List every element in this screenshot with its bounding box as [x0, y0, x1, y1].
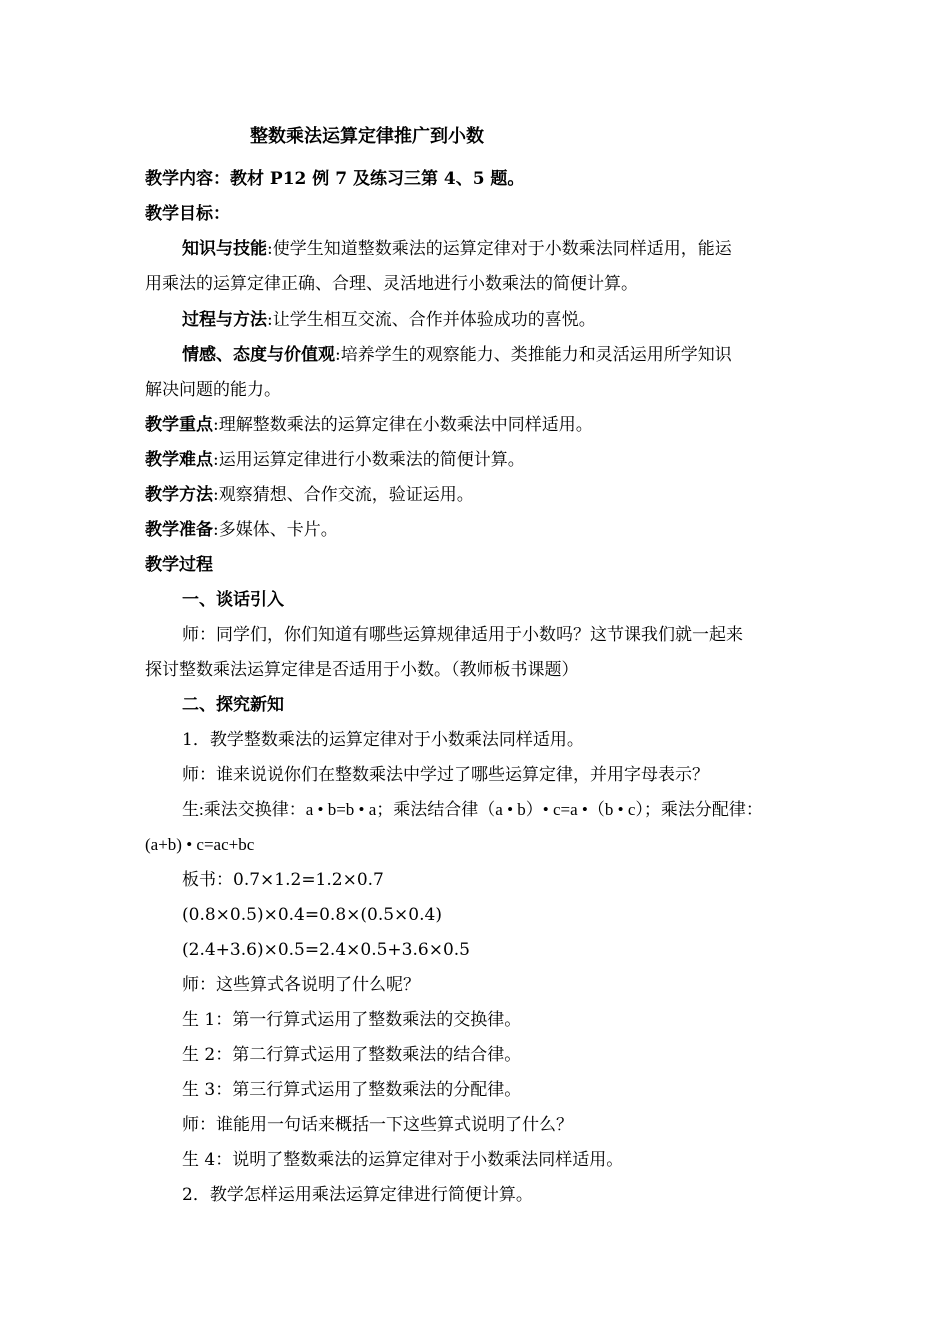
- teaching-objectives-label: 教学目标：: [145, 204, 230, 224]
- teacher-question-3: 师：谁能用一句话来概括一下这些算式说明了什么？: [182, 1115, 573, 1135]
- section-2-item-2: 2．教学怎样运用乘法运算定律进行简便计算。: [182, 1185, 533, 1205]
- section-2-item-1: 1．教学整数乘法的运算定律对于小数乘法同样适用。: [182, 730, 584, 750]
- teaching-key-point: [145, 414, 825, 436]
- process-objective: [182, 309, 862, 331]
- skill-label: 知识与技能: [182, 239, 267, 259]
- skill-text-1: :使学生知道整数乘法的运算定律对于小数乘法同样适用，能运: [267, 239, 732, 259]
- emotion-label: 情感、态度与价值观: [182, 345, 335, 365]
- key-label: 教学重点: [145, 415, 213, 435]
- section-2-heading: 二、探究新知: [182, 695, 284, 715]
- process-text: :让学生相互交流、合作并体验成功的喜悦。: [267, 310, 596, 330]
- skill-objective: [182, 238, 862, 260]
- method-text: :观察猜想、合作交流，验证运用。: [213, 485, 474, 505]
- teaching-difficulty: [145, 449, 825, 471]
- student-answer-1-line-1: 生:乘法交换律：a • b=b • a；乘法结合律（a • b）• c=a •（b • c）；乘法分配律：: [182, 800, 763, 819]
- process-label: 过程与方法: [182, 310, 267, 330]
- board-equation-2: (0.8×0.5)×0.4=0.8×(0.5×0.4): [182, 905, 442, 925]
- method-label: 教学方法: [145, 485, 213, 505]
- prep-label: 教学准备: [145, 520, 213, 540]
- board-equation-1: 板书：0.7×1.2=1.2×0.7: [182, 870, 384, 890]
- section-1-paragraph-1: 师：同学们，你们知道有哪些运算规律适用于小数吗？这节课我们就一起来: [182, 625, 743, 645]
- student-answer-3: 生 2：第二行算式运用了整数乘法的结合律。: [182, 1045, 522, 1065]
- teaching-preparation: [145, 519, 825, 541]
- teacher-question-2: 师：这些算式各说明了什么呢？: [182, 975, 420, 995]
- document-title: 整数乘法运算定律推广到小数: [250, 126, 484, 147]
- student-answer-2: 生 1：第一行算式运用了整数乘法的交换律。: [182, 1010, 522, 1030]
- board-equation-3: (2.4+3.6)×0.5=2.4×0.5+3.6×0.5: [182, 940, 470, 960]
- student-answer-1-line-2: (a+b) • c=ac+bc: [145, 835, 255, 854]
- student-answer-5: 生 4：说明了整数乘法的运算定律对于小数乘法同样适用。: [182, 1150, 624, 1170]
- teaching-content: [145, 168, 825, 190]
- teaching-content-text: 教材 P12 例 7 及练习三第 4、5 题。: [230, 169, 525, 189]
- key-text: :理解整数乘法的运算定律在小数乘法中同样适用。: [213, 415, 593, 435]
- difficulty-label: 教学难点: [145, 450, 213, 470]
- section-1-heading: 一、谈话引入: [182, 590, 284, 610]
- section-1-paragraph-2: 探讨整数乘法运算定律是否适用于小数。（教师板书课题）: [145, 660, 579, 680]
- skill-text-2: 用乘法的运算定律正确、合理、灵活地进行小数乘法的简便计算。: [145, 274, 638, 294]
- teaching-process-heading: 教学过程: [145, 555, 213, 575]
- teacher-question-1: 师：谁来说说你们在整数乘法中学过了哪些运算定律，并用字母表示？: [182, 765, 709, 785]
- difficulty-text: :运用运算定律进行小数乘法的简便计算。: [213, 450, 525, 470]
- student-answer-4: 生 3：第三行算式运用了整数乘法的分配律。: [182, 1080, 522, 1100]
- teaching-content-label: 教学内容：: [145, 169, 230, 189]
- emotion-objective: [182, 344, 862, 366]
- teaching-method: [145, 484, 825, 506]
- prep-text: :多媒体、卡片。: [213, 520, 338, 540]
- emotion-text-1: :培养学生的观察能力、类推能力和灵活运用所学知识: [335, 345, 732, 365]
- emotion-text-2: 解决问题的能力。: [145, 380, 281, 400]
